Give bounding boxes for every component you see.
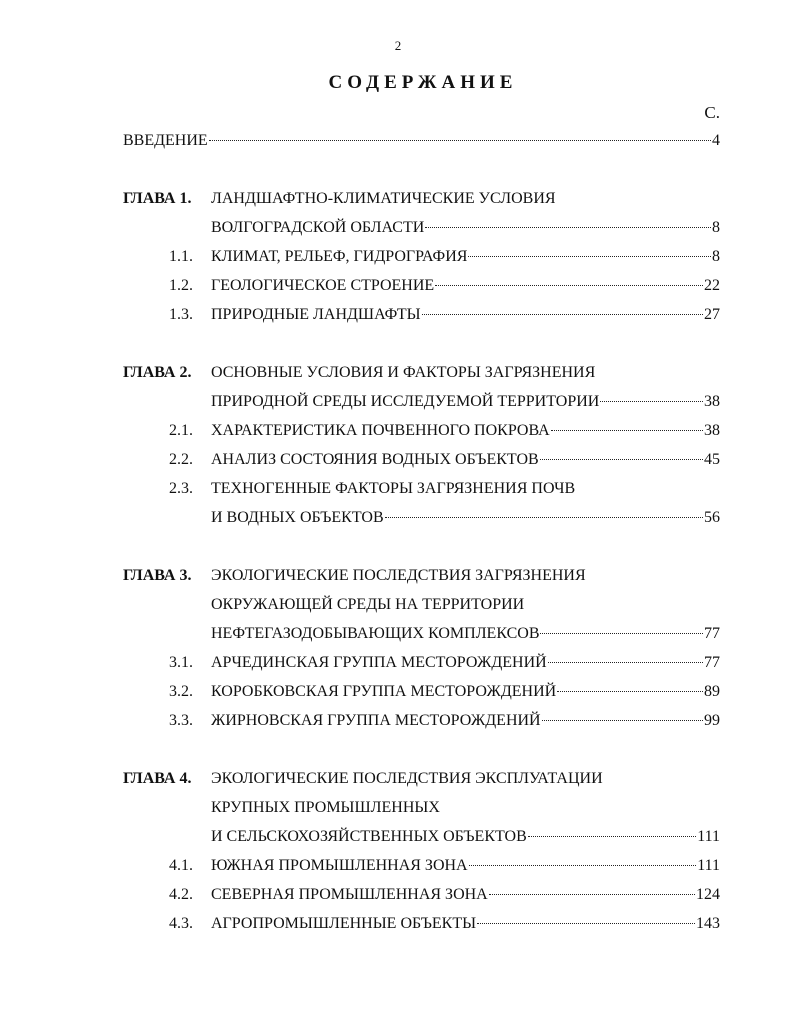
toc-entry xyxy=(211,184,720,213)
table-of-contents xyxy=(0,126,796,938)
toc-entry-text: АРЧЕДИНСКАЯ ГРУППА МЕСТОРОЖДЕНИЙ xyxy=(211,654,547,671)
toc-entry-text: ОКРУЖАЮЩЕЙ СРЕДЫ НА ТЕРРИТОРИИ xyxy=(211,596,525,613)
leader-dots xyxy=(477,923,695,924)
toc-entry xyxy=(211,822,720,851)
toc-section-entry[interactable] xyxy=(0,271,796,300)
toc-entry-text: ЭКОЛОГИЧЕСКИЕ ПОСЛЕДСТВИЯ ЗАГРЯЗНЕНИЯ xyxy=(211,567,586,584)
toc-entry-text: ЮЖНАЯ ПРОМЫШЛЕННАЯ ЗОНА xyxy=(211,857,468,874)
toc-section-entry-number: 2.1. xyxy=(169,422,193,439)
toc-section-entry-number: 4.3. xyxy=(169,915,193,932)
toc-page-number: 8 xyxy=(712,219,720,236)
toc-section-entry-number: 4.2. xyxy=(169,886,193,903)
toc-page-number: 77 xyxy=(704,654,720,671)
toc-entry xyxy=(211,358,720,387)
toc-chapter-entry-number: ГЛАВА 1. xyxy=(123,190,192,207)
page-column-label: С. xyxy=(704,103,720,122)
toc-section-entry[interactable] xyxy=(0,909,796,938)
leader-dots xyxy=(489,894,695,895)
leader-dots xyxy=(385,517,703,518)
toc-chapter-entry[interactable] xyxy=(0,822,796,851)
leader-dots xyxy=(468,256,711,257)
leader-dots xyxy=(469,865,697,866)
toc-entry xyxy=(211,880,720,909)
toc-section-entry-number: 2.2. xyxy=(169,451,193,468)
toc-page-number: 4 xyxy=(712,132,720,149)
toc-entry xyxy=(211,503,720,532)
spacer xyxy=(0,329,796,358)
leader-dots xyxy=(551,430,703,431)
toc-chapter-entry[interactable] xyxy=(0,213,796,242)
toc-section-entry[interactable] xyxy=(0,851,796,880)
toc-section-entry[interactable] xyxy=(0,445,796,474)
toc-section-entry-number: 2.3. xyxy=(169,480,193,497)
page-number: 2 xyxy=(394,38,402,53)
toc-section-entry[interactable] xyxy=(0,880,796,909)
toc-page-number: 77 xyxy=(704,625,720,642)
spacer xyxy=(0,532,796,561)
toc-entry xyxy=(211,793,720,822)
leader-dots xyxy=(209,140,711,141)
toc-entry xyxy=(211,677,720,706)
toc-entry-text: ЛАНДШАФТНО-КЛИМАТИЧЕСКИЕ УСЛОВИЯ xyxy=(211,190,556,207)
toc-page-number: 27 xyxy=(704,306,720,323)
toc-chapter-entry[interactable] xyxy=(0,387,796,416)
page-title: СОДЕРЖАНИЕ xyxy=(328,72,518,93)
toc-entry-text: И СЕЛЬСКОХОЗЯЙСТВЕННЫХ ОБЪЕКТОВ xyxy=(211,828,527,845)
toc-entry xyxy=(211,213,720,242)
toc-page-number: 99 xyxy=(704,712,720,729)
toc-entry-text: ПРИРОДНЫЕ ЛАНДШАФТЫ xyxy=(211,306,421,323)
toc-section-entry-number: 3.3. xyxy=(169,712,193,729)
toc-chapter-entry[interactable] xyxy=(0,358,796,387)
toc-section-entry[interactable] xyxy=(0,300,796,329)
toc-chapter-entry[interactable] xyxy=(0,764,796,793)
toc-entry xyxy=(211,590,720,619)
toc-page-number: 38 xyxy=(704,422,720,439)
toc-chapter-entry-number: ГЛАВА 4. xyxy=(123,770,192,787)
toc-entry xyxy=(211,706,720,735)
toc-entry-text: ВОЛГОГРАДСКОЙ ОБЛАСТИ xyxy=(211,219,425,236)
leader-dots xyxy=(600,401,703,402)
toc-chapter-entry[interactable] xyxy=(0,184,796,213)
toc-section-entry[interactable] xyxy=(0,706,796,735)
toc-intro-entry[interactable] xyxy=(0,126,796,155)
toc-chapter-entry-number: ГЛАВА 2. xyxy=(123,364,192,381)
toc-section-entry[interactable] xyxy=(0,242,796,271)
toc-entry xyxy=(211,416,720,445)
toc-chapter-entry[interactable] xyxy=(0,561,796,590)
toc-entry xyxy=(211,619,720,648)
leader-dots xyxy=(435,285,703,286)
toc-entry-text: НЕФТЕГАЗОДОБЫВАЮЩИХ КОМПЛЕКСОВ xyxy=(211,625,540,642)
toc-chapter-entry[interactable] xyxy=(0,793,796,822)
toc-page-number: 124 xyxy=(696,886,720,903)
toc-entry-text: КЛИМАТ, РЕЛЬЕФ, ГИДРОГРАФИЯ xyxy=(211,248,468,265)
toc-entry xyxy=(211,851,720,880)
toc-chapter-entry[interactable] xyxy=(0,590,796,619)
leader-dots xyxy=(540,633,703,634)
toc-section-entry-number: 1.1. xyxy=(169,248,193,265)
toc-page-number: 111 xyxy=(697,828,720,845)
toc-section-entry[interactable] xyxy=(0,474,796,503)
toc-page-number: 45 xyxy=(704,451,720,468)
toc-entry-text: ЭКОЛОГИЧЕСКИЕ ПОСЛЕДСТВИЯ ЭКСПЛУАТАЦИИ xyxy=(211,770,603,787)
toc-entry xyxy=(211,271,720,300)
toc-section-entry[interactable] xyxy=(0,503,796,532)
toc-entry xyxy=(211,648,720,677)
toc-entry-text: АНАЛИЗ СОСТОЯНИЯ ВОДНЫХ ОБЪЕКТОВ xyxy=(211,451,539,468)
toc-entry-text: ТЕХНОГЕННЫЕ ФАКТОРЫ ЗАГРЯЗНЕНИЯ ПОЧВ xyxy=(211,480,576,497)
leader-dots xyxy=(528,836,696,837)
leader-dots xyxy=(557,691,703,692)
toc-section-entry-number: 4.1. xyxy=(169,857,193,874)
toc-entry-text: ГЕОЛОГИЧЕСКОЕ СТРОЕНИЕ xyxy=(211,277,435,294)
toc-entry-text: АГРОПРОМЫШЛЕННЫЕ ОБЪЕКТЫ xyxy=(211,915,477,932)
toc-entry xyxy=(211,300,720,329)
toc-entry-text: ПРИРОДНОЙ СРЕДЫ ИССЛЕДУЕМОЙ ТЕРРИТОРИИ xyxy=(211,393,600,410)
toc-entry-text: КРУПНЫХ ПРОМЫШЛЕННЫХ xyxy=(211,799,440,816)
toc-page-number: 22 xyxy=(704,277,720,294)
toc-section-entry[interactable] xyxy=(0,648,796,677)
toc-entry xyxy=(211,561,720,590)
toc-entry xyxy=(211,909,720,938)
toc-page-number: 38 xyxy=(704,393,720,410)
toc-page-number: 89 xyxy=(704,683,720,700)
toc-section-entry-number: 1.2. xyxy=(169,277,193,294)
toc-entry-text: ВВЕДЕНИЕ xyxy=(123,132,208,149)
toc-entry xyxy=(211,474,720,503)
toc-entry xyxy=(211,387,720,416)
toc-chapter-entry-number: ГЛАВА 3. xyxy=(123,567,192,584)
toc-entry-text: КОРОБКОВСКАЯ ГРУППА МЕСТОРОЖДЕНИЙ xyxy=(211,683,557,700)
leader-dots xyxy=(542,720,703,721)
toc-entry-text: СЕВЕРНАЯ ПРОМЫШЛЕННАЯ ЗОНА xyxy=(211,886,488,903)
toc-page-number: 8 xyxy=(712,248,720,265)
toc-entry-text: ОСНОВНЫЕ УСЛОВИЯ И ФАКТОРЫ ЗАГРЯЗНЕНИЯ xyxy=(211,364,596,381)
toc-section-entry-number: 3.2. xyxy=(169,683,193,700)
toc-section-entry-number: 1.3. xyxy=(169,306,193,323)
toc-entry-text: ЖИРНОВСКАЯ ГРУППА МЕСТОРОЖДЕНИЙ xyxy=(211,712,541,729)
toc-section-entry[interactable] xyxy=(0,677,796,706)
spacer xyxy=(0,155,796,184)
toc-entry-text: ХАРАКТЕРИСТИКА ПОЧВЕННОГО ПОКРОВА xyxy=(211,422,550,439)
leader-dots xyxy=(540,459,703,460)
toc-page-number: 111 xyxy=(697,857,720,874)
toc-page-number: 56 xyxy=(704,509,720,526)
leader-dots xyxy=(422,314,703,315)
toc-section-entry-number: 3.1. xyxy=(169,654,193,671)
toc-entry xyxy=(211,445,720,474)
leader-dots xyxy=(425,227,711,228)
toc-chapter-entry[interactable] xyxy=(0,619,796,648)
toc-entry xyxy=(211,764,720,793)
toc-entry xyxy=(211,242,720,271)
toc-page-number: 143 xyxy=(696,915,720,932)
toc-section-entry[interactable] xyxy=(0,416,796,445)
spacer xyxy=(0,735,796,764)
toc-entry-text: И ВОДНЫХ ОБЪЕКТОВ xyxy=(211,509,384,526)
leader-dots xyxy=(548,662,703,663)
